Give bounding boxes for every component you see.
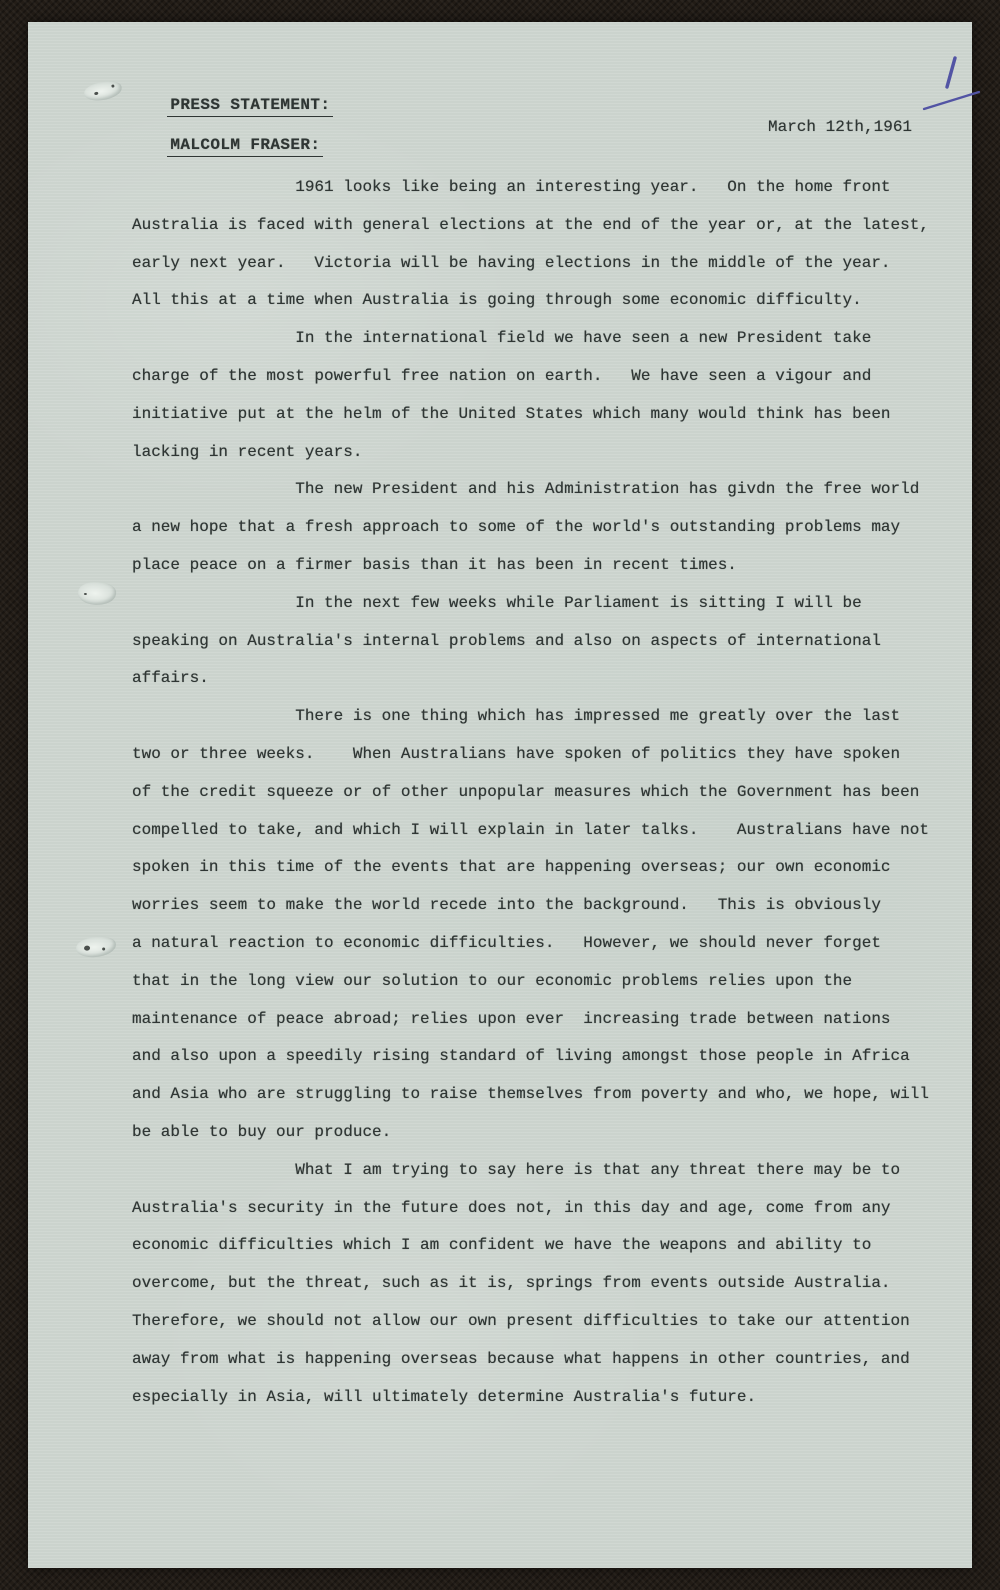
paragraph-line: worries seem to make the world recede into the background. This is obviously (132, 896, 881, 915)
paragraph-line: initiative put at the helm of the United States which many would think has been (132, 404, 891, 423)
paragraph-line: All this at a time when Australia is going through some economic difficulty. (132, 291, 862, 310)
handwritten-digit-stroke (947, 58, 955, 87)
paragraph-line: away from what is happening overseas because what happens in other countries, and (132, 1349, 910, 1368)
paragraph-line: affairs. (132, 669, 209, 688)
paragraph-line: In the international field we have seen a new President take (132, 329, 872, 348)
handwritten-page-number (908, 50, 998, 120)
paragraph-line: There is one thing which has impressed me greatly over the last (132, 707, 901, 726)
author-name-text: MALCOLM FRASER: (167, 136, 323, 157)
paragraph-line: The new President and his Administration has givdn the free world (132, 480, 920, 499)
paragraph-line: charge of the most powerful free nation on earth. We have seen a vigour and (132, 366, 872, 385)
document-page (28, 22, 972, 1568)
paragraph-line: of the credit squeeze or of other unpopular measures which the Government has been (132, 782, 920, 801)
document-date: March 12th,1961 (768, 118, 913, 136)
statement-body (132, 169, 968, 1416)
paragraph-line: What I am trying to say here is that any threat there may be to (132, 1160, 901, 1179)
paragraph-line: Australia is faced with general elections at the end of the year or, at the latest, (132, 215, 929, 234)
paragraph-line: overcome, but the threat, such as it is, springs from events outside Australia. (132, 1274, 891, 1293)
paragraph-line: economic difficulties which I am confident we have the weapons and ability to (132, 1236, 872, 1255)
paragraph-line: early next year. Victoria will be having elections in the middle of the year. (132, 253, 891, 272)
paragraph-line: a new hope that a fresh approach to some of the world's outstanding problems may (132, 518, 901, 537)
paragraph-line: and Asia who are struggling to raise themselves from poverty and who, we hope, will (132, 1085, 929, 1104)
paragraph (132, 169, 968, 320)
handwritten-underline-stroke (924, 92, 979, 109)
paragraph (132, 471, 968, 584)
paragraph-line: place peace on a firmer basis than it has been in recent times. (132, 555, 737, 574)
paper-smudge-mark (83, 79, 123, 102)
paragraph-line: Therefore, we should not allow our own present difficulties to take our attention (132, 1311, 910, 1330)
paragraph (132, 1152, 968, 1417)
press-statement-title-text: PRESS STATEMENT: (167, 96, 333, 117)
paragraph (132, 698, 968, 1152)
paper-tear-mark (77, 580, 117, 606)
paragraph-line: and also upon a speedily rising standard of living amongst those people in Africa (132, 1047, 910, 1066)
author-name (132, 118, 323, 172)
paragraph-line: Australia's security in the future does not, in this day and age, come from any (132, 1198, 891, 1217)
paragraph-line: be able to buy our produce. (132, 1122, 392, 1141)
paragraph-line: especially in Asia, will ultimately determine Australia's future. (132, 1387, 757, 1406)
paragraph (132, 320, 968, 471)
paragraph-line: compelled to take, and which I will explain in later talks. Australians have not (132, 820, 929, 839)
paragraph-line: 1961 looks like being an interesting year. On the home front (132, 178, 891, 196)
paragraph-line: maintenance of peace abroad; relies upon ever increasing trade between nations (132, 1009, 891, 1028)
paragraph-line: lacking in recent years. (132, 442, 363, 461)
paper-tear-mark (75, 936, 116, 959)
paragraph-line: that in the long view our solution to our economic problems relies upon the (132, 971, 853, 990)
paragraph-line: speaking on Australia's internal problems and also on aspects of international (132, 631, 881, 650)
paragraph-line: a natural reaction to economic difficulties. However, we should never forget (132, 933, 881, 952)
paragraph-line: In the next few weeks while Parliament is sitting I will be (132, 593, 862, 612)
paragraph-line: two or three weeks. When Australians have spoken of politics they have spoken (132, 744, 901, 763)
paragraph-line: spoken in this time of the events that are happening overseas; our own economic (132, 858, 891, 877)
paragraph (132, 585, 968, 698)
